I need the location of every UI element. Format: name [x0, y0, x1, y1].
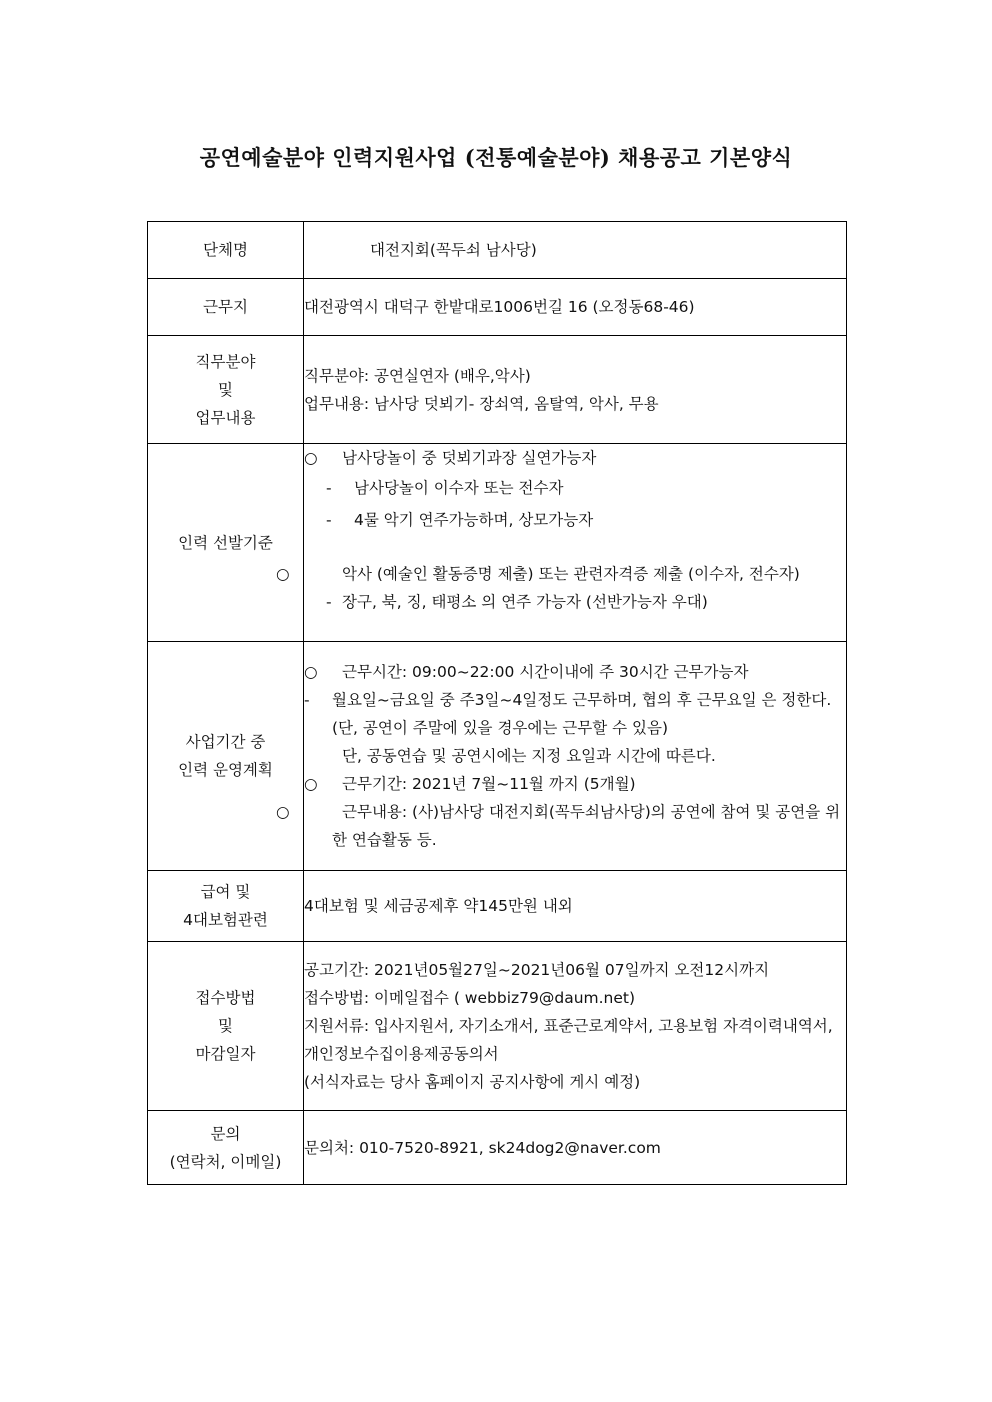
row-criteria	[148, 444, 847, 642]
circle-bullet-icon: ○	[276, 803, 290, 821]
operation-item	[304, 770, 846, 798]
criteria-item-text: 장구, 북, 징, 태평소 의 연주 가능자 (선반가능자 우대)	[342, 593, 708, 611]
row-workplace	[148, 279, 847, 336]
application-method: 접수방법: 이메일접수 ( webbiz79@daum.net)	[304, 989, 636, 1007]
application-documents: 지원서류: 입사지원서, 자기소개서, 표준근로계약서, 고용보험 자격이력내역서, 개인정보수집이용제공동의서	[304, 1017, 833, 1063]
dash-bullet-icon: -	[326, 511, 332, 529]
criteria-item	[304, 506, 846, 534]
application-content	[304, 942, 847, 1111]
operation-item-text: 근무기간: 2021년 7월~11월 까지 (5개월)	[342, 775, 636, 793]
dash-bullet-icon: -	[326, 593, 332, 611]
operation-item	[304, 658, 846, 686]
duty-field-line: 직무분야: 공연실연자 (배우,악사)	[304, 366, 531, 385]
criteria-item-text: 남사당놀이 이수자 또는 전수자	[354, 479, 564, 497]
operation-item-text: 근무내용: (사)남사당 대전지회(꼭두쇠남사당)의 공연에 참여 및 공연을 위한 연습활동 등.	[332, 803, 841, 849]
duty-content	[304, 336, 847, 444]
criteria-item	[304, 588, 846, 616]
duty-label-line: 직무분야	[195, 352, 256, 371]
application-period: 공고기간: 2021년05월27일~2021년06월 07일까지 오전12시까지	[304, 961, 770, 979]
dash-bullet-icon: -	[326, 479, 332, 497]
criteria-item-text: 4물 악기 연주가능하며, 상모가능자	[354, 511, 594, 529]
operation-item	[304, 686, 846, 742]
circle-bullet-icon: ○	[276, 565, 290, 583]
criteria-item	[276, 560, 846, 588]
recruitment-form-table	[147, 221, 847, 1185]
application-label-line: 마감일자	[195, 1045, 256, 1063]
criteria-item-text: 남사당놀이 중 덧뵈기과장 실연가능자	[342, 449, 597, 467]
criteria-label: 인력 선발기준	[148, 444, 304, 642]
salary-value: 4대보험 및 세금공제후 약145만원 내외	[304, 871, 847, 942]
application-note: (서식자료는 당사 홈페이지 공지사항에 게시 예정)	[304, 1073, 641, 1091]
dash-bullet-icon: -	[304, 691, 310, 709]
row-salary	[148, 871, 847, 942]
application-label-line: 및	[218, 1017, 233, 1035]
salary-label	[148, 871, 304, 942]
criteria-item	[304, 444, 846, 472]
circle-bullet-icon: ○	[304, 775, 318, 793]
row-contact	[148, 1111, 847, 1185]
contact-value: 문의처: 010-7520-8921, sk24dog2@naver.com	[304, 1111, 847, 1185]
row-application	[148, 942, 847, 1111]
operation-item	[276, 798, 846, 854]
circle-bullet-icon: ○	[304, 449, 318, 467]
operation-label	[148, 642, 304, 871]
workplace-value: 대전광역시 대덕구 한밭대로1006번길 16 (오정동68-46)	[304, 279, 847, 336]
salary-label-line: 4대보험관련	[183, 911, 268, 929]
duty-label-line: 및	[218, 380, 233, 399]
circle-bullet-icon: ○	[304, 663, 318, 681]
contact-label-line: (연락처, 이메일)	[169, 1152, 282, 1171]
duty-label	[148, 336, 304, 444]
operation-item-text: 근무시간: 09:00~22:00 시간이내에 주 30시간 근무가능자	[342, 663, 749, 681]
workplace-label: 근무지	[148, 279, 304, 336]
criteria-item-text: 악사 (예술인 활동증명 제출) 또는 관련자격증 제출 (이수자, 전수자)	[342, 565, 800, 583]
criteria-content	[276, 444, 847, 642]
application-label	[148, 942, 304, 1111]
salary-label-line: 급여 및	[200, 883, 251, 901]
organization-label: 단체명	[148, 222, 304, 279]
row-organization	[148, 222, 847, 279]
duty-description-line: 업무내용: 남사당 덧뵈기- 장쇠역, 옴탈역, 악사, 무용	[304, 394, 659, 413]
application-label-line: 접수방법	[195, 989, 256, 1007]
organization-name: 대전지회(꼭두쇠 남사당)	[370, 241, 537, 259]
operation-label-line: 사업기간 중	[185, 733, 266, 751]
criteria-item	[304, 474, 846, 502]
page-title: 공연예술분야 인력지원사업 (전통예술분야) 채용공고 기본양식	[199, 145, 793, 170]
row-operation	[148, 642, 847, 871]
duty-label-line: 업무내용	[195, 408, 256, 427]
operation-item-text: 단, 공동연습 및 공연시에는 지정 요일과 시간에 따른다.	[342, 747, 716, 765]
row-duty	[148, 336, 847, 444]
contact-label	[148, 1111, 304, 1185]
operation-content	[276, 642, 847, 871]
contact-label-line: 문의	[210, 1124, 241, 1143]
operation-label-line: 인력 운영계획	[178, 761, 273, 779]
operation-item	[304, 742, 846, 770]
organization-value	[304, 222, 847, 279]
operation-item-text: 월요일~금요일 중 주3일~4일정도 근무하며, 협의 후 근무요일 은 정한다. (단, 공연이 주말에 있을 경우에는 근무할 수 있음)	[332, 691, 832, 737]
